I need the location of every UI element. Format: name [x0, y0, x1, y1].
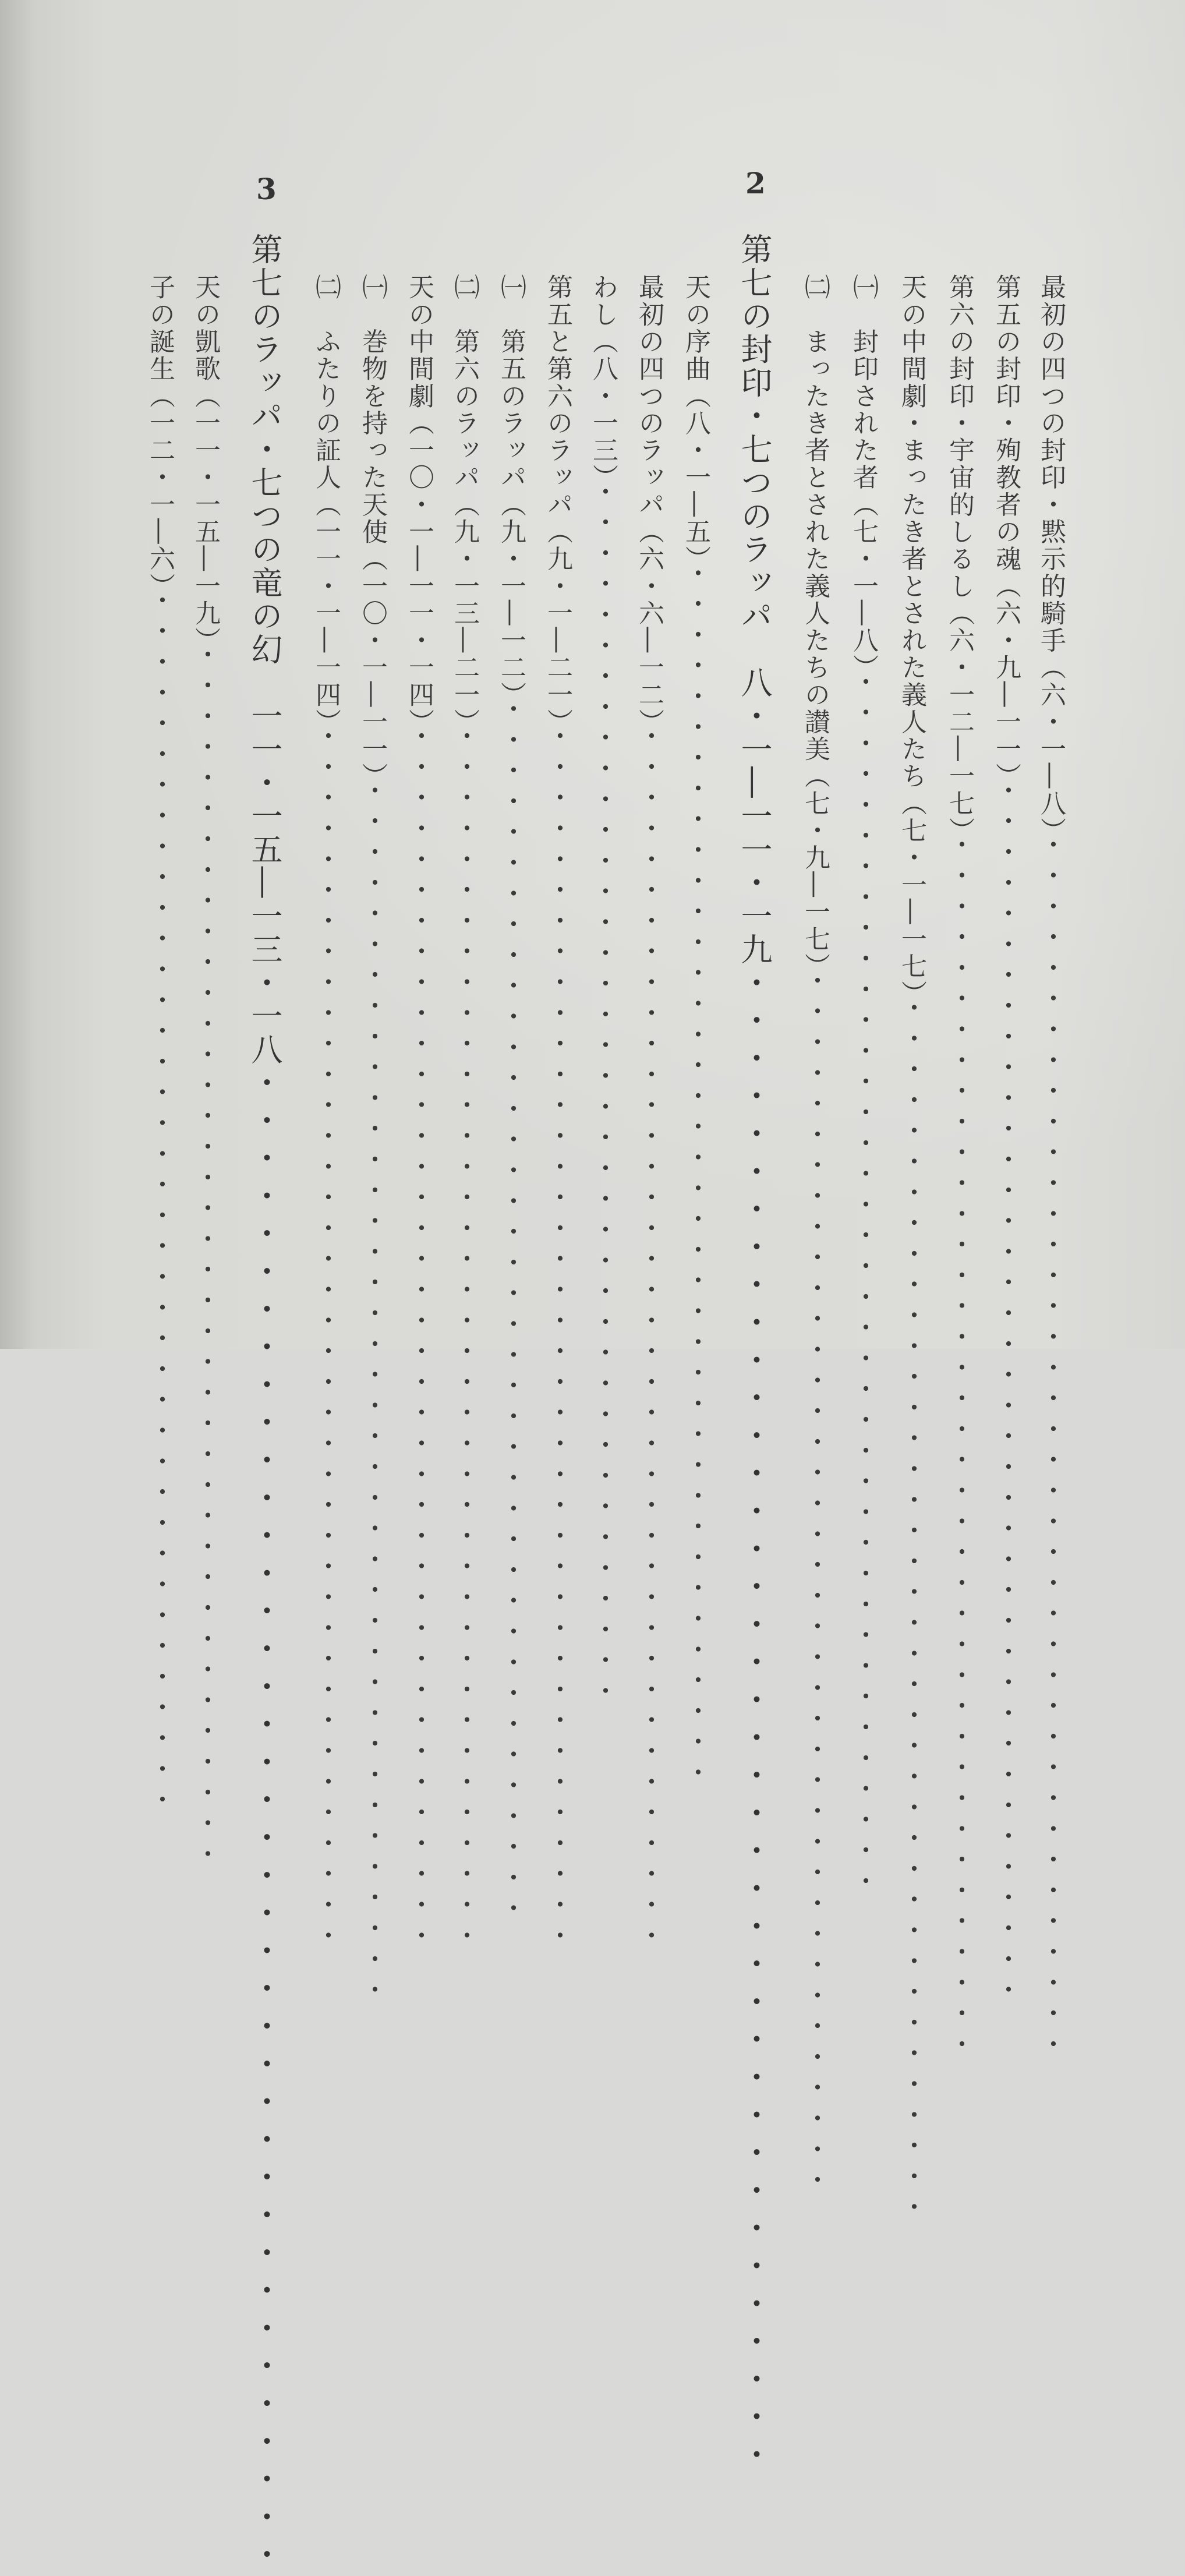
dot-leader: ・・・・・・・・・・・・・・・・・・・・・・・・・・・・・・・・・・・・・・・・: [358, 777, 387, 2008]
toc-entry: [897, 274, 926, 2225]
entry-text: 天の中間劇（一〇・一―一一・一四）: [404, 274, 434, 723]
dot-leader: ・・・・・・・・・・・・・・・・・・・・・・・・・・・・・・・・・・・・・・・・: [945, 831, 974, 2062]
dot-leader: ・・・・・・・・・・・・・・・・・・・・・・・・・・・・・・・・・・・・・・・・: [991, 777, 1021, 2008]
dot-leader: ・・・・・・・・・・・・・・・・・・・・・・・・・・・・・・・・・・・・・・・・: [543, 722, 572, 1953]
dot-leader: ・・・・・・・・・・・・・・・・・・・・・・・・・・・・・・・・・・・・・・・・: [496, 695, 526, 1926]
toc-entry: [145, 274, 175, 1817]
chapter-number: 3: [256, 172, 277, 206]
dot-leader: ・・・・・・・・・・・・・・・・・・・・・・・・・・・・・・・・・・・・・・・・: [450, 722, 479, 1953]
toc-entry: [404, 274, 434, 1953]
entry-text: ㈠ 封印された者（七・一―八）: [848, 274, 878, 669]
chapter-title-text: 第七の封印・七つのラッパ 八・一―一一・一九: [736, 233, 773, 967]
entry-text: 最初の四つの封印・黙示的騎手（六・一―八）: [1036, 274, 1066, 832]
chapter-title-text: 第七のラッパ・七つの竜の幻 一一・一五―一三・一八: [246, 233, 283, 1066]
toc-entry: [945, 274, 974, 2062]
dot-leader: ・・・・・・・・・・・・・・・・・・・・・・・・・・・・・・・・・・・・・・・・: [190, 641, 220, 1871]
toc-entry: [588, 274, 618, 1709]
dot-leader: ・・・・・・・・・・・・・・・・・・・・・・・・・・・・・・・・・・・・・・・・: [800, 967, 830, 2197]
toc-subentry: [311, 274, 341, 1953]
dot-leader: ・・・・・・・・・・・・・・・・・・・・・・・・・・・・・・・・・・・・・・・・: [404, 722, 434, 1953]
dot-leader: ・・・・・・・・・・・・・・・・・・・・・・・・・・・・・・・・・・・・・・・・: [246, 1066, 283, 2576]
chapter-number: 2: [745, 166, 766, 200]
dot-leader: ・・・・・・・・・・・・・・・・・・・・・・・・・・・・・・・・・・・・・・・・: [736, 966, 773, 2476]
dot-leader: ・・・・・・・・・・・・・・・・・・・・・・・・・・・・・・・・・・・・・・・・: [588, 478, 618, 1709]
dot-leader: ・・・・・・・・・・・・・・・・・・・・・・・・・・・・・・・・・・・・・・・・: [681, 560, 710, 1790]
entry-text: 第五と第六のラッパ（九・一―二一）: [543, 274, 572, 723]
dot-leader: ・・・・・・・・・・・・・・・・・・・・・・・・・・・・・・・・・・・・・・・・: [634, 722, 664, 1953]
toc-subentry: [358, 274, 387, 2008]
entry-text: ㈡ ふたりの証人（一一・一―一四）: [311, 274, 341, 723]
toc-entry: [991, 274, 1021, 2008]
entry-text: ㈠ 巻物を持った天使（一〇・一―一一）: [358, 274, 387, 778]
entry-text: ㈠ 第五のラッパ（九・一―一二）: [496, 274, 526, 696]
toc-subentry: [450, 274, 479, 1953]
entry-text: 子の誕生（一二・一―六）: [145, 274, 175, 587]
dot-leader: ・・・・・・・・・・・・・・・・・・・・・・・・・・・・・・・・・・・・・・・・: [897, 994, 926, 2225]
toc-subentry: [800, 274, 830, 2197]
entry-text: 天の凱歌（一一・一五―一九）: [190, 274, 220, 641]
chapter-title: [246, 233, 283, 2576]
toc-subentry: [848, 274, 878, 1899]
toc-entry: [1036, 274, 1066, 2062]
entry-text: 天の中間劇・まったき者とされた義人たち（七・一―一七）: [897, 274, 926, 995]
entry-text: ㈡ まったき者とされた義人たちの讃美（七・九―一七）: [800, 274, 830, 967]
entry-text: 第六の封印・宇宙的しるし（六・一二―一七）: [945, 274, 974, 832]
entry-text: 最初の四つのラッパ（六・六―一二）: [634, 274, 664, 723]
entry-text: 第五の封印・殉教者の魂（六・九―一一）: [991, 274, 1021, 778]
dot-leader: ・・・・・・・・・・・・・・・・・・・・・・・・・・・・・・・・・・・・・・・・: [848, 668, 878, 1899]
dot-leader: ・・・・・・・・・・・・・・・・・・・・・・・・・・・・・・・・・・・・・・・・: [145, 586, 175, 1817]
dot-leader: ・・・・・・・・・・・・・・・・・・・・・・・・・・・・・・・・・・・・・・・・: [311, 722, 341, 1953]
toc-entry: [681, 274, 710, 1790]
toc-entry: [634, 274, 664, 1953]
entry-text: 天の序曲（八・一―五）: [681, 274, 710, 560]
chapter-title: [736, 233, 773, 2476]
dot-leader: ・・・・・・・・・・・・・・・・・・・・・・・・・・・・・・・・・・・・・・・・: [1036, 831, 1066, 2062]
toc-entry: [190, 274, 220, 1871]
entry-text: わし（八・一三）: [588, 274, 618, 479]
toc-entry: [543, 274, 572, 1953]
entry-text: ㈡ 第六のラッパ（九・一三―二一）: [450, 274, 479, 723]
toc-subentry: [496, 274, 526, 1926]
